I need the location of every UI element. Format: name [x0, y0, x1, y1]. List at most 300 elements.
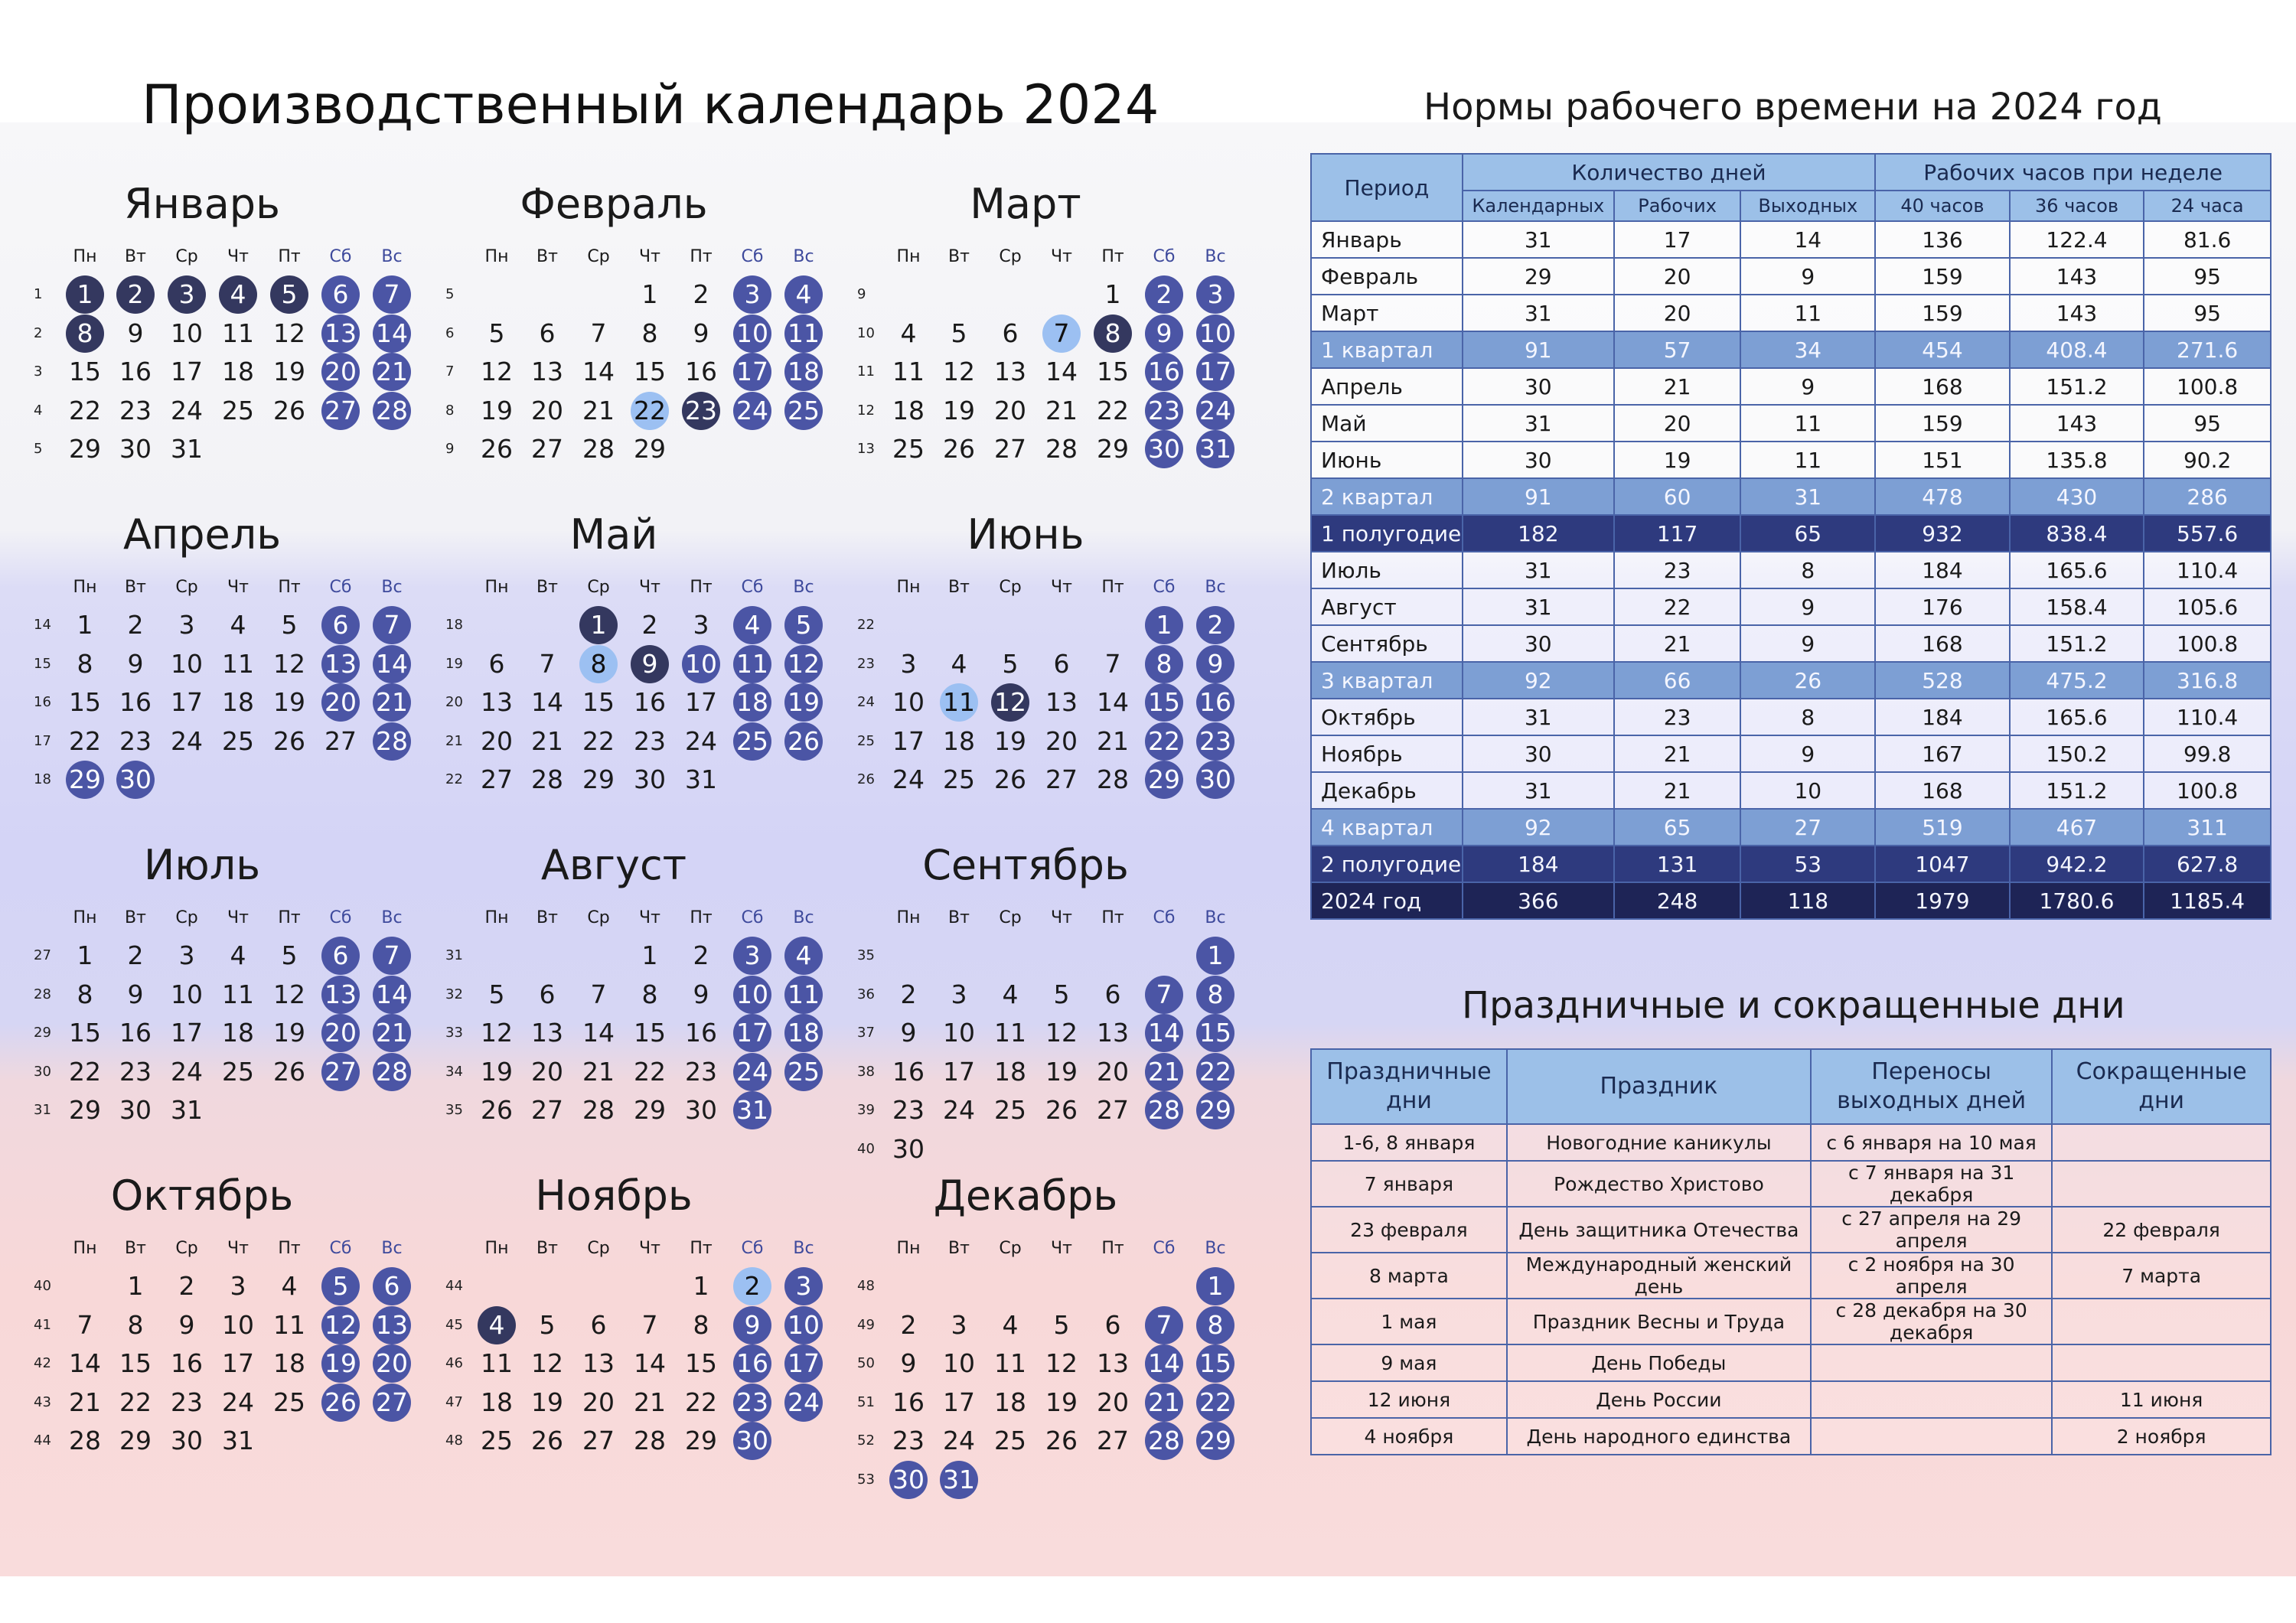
weekday-label: Вт: [125, 247, 146, 266]
calendar-day: 4: [1002, 1309, 1019, 1340]
weekend-day: 22: [1196, 1383, 1234, 1422]
weekend-day: 6: [321, 937, 360, 975]
shortened-day: 8: [579, 645, 618, 683]
weekday-label: Чт: [1051, 1239, 1072, 1258]
norms-row: [1311, 478, 2271, 515]
weekday-label: Чт: [639, 1239, 660, 1258]
calendar-day: 17: [222, 1348, 254, 1378]
value-cell: 29: [1463, 258, 1614, 295]
calendar-day: 6: [1104, 979, 1121, 1009]
shortened-cell: 11 июня: [2052, 1381, 2271, 1418]
calendar-day: 28: [531, 764, 563, 794]
calendar-day: 21: [582, 1056, 615, 1087]
value-cell: 17: [1614, 221, 1741, 258]
holiday-day: 1: [66, 275, 104, 314]
calendar-day: 16: [119, 357, 152, 386]
calendar-day: 17: [685, 687, 717, 717]
weekend-day: 15: [1145, 683, 1183, 722]
week-number: 46: [445, 1355, 463, 1371]
weekday-label: Сб: [329, 578, 352, 597]
value-cell: 286: [2144, 478, 2271, 515]
weekend-day: 20: [373, 1344, 411, 1383]
weekday-label: Сб: [1153, 578, 1176, 597]
value-cell: 23: [1614, 699, 1741, 735]
weekend-day: 27: [321, 392, 360, 430]
calendar-day: 6: [539, 318, 556, 348]
value-cell: 165.6: [2010, 552, 2144, 588]
weekend-day: 19: [321, 1344, 360, 1383]
shortened-cell: [2052, 1344, 2271, 1381]
value-cell: 11: [1740, 295, 1875, 331]
calendar-day: 18: [222, 357, 254, 386]
weekend-day: 16: [1196, 683, 1234, 722]
calendar-day: 20: [994, 395, 1026, 425]
calendar-day: 5: [281, 940, 298, 970]
calendar-day: 2: [693, 940, 709, 970]
value-cell: 105.6: [2144, 588, 2271, 625]
calendar-day: 3: [693, 610, 709, 640]
period-cell: 2024 год: [1311, 882, 1463, 919]
value-cell: 1780.6: [2010, 882, 2144, 919]
weekend-day: 23: [1196, 722, 1234, 761]
value-cell: 151: [1875, 442, 2009, 478]
transfer-cell: с 2 ноября на 30 апреля: [1811, 1253, 2052, 1299]
weekend-day: 10: [1196, 314, 1234, 353]
calendar-day: 30: [171, 1426, 203, 1455]
weekday-label: Вс: [381, 578, 403, 597]
weekday-label: Чт: [227, 908, 249, 927]
value-cell: 159: [1875, 405, 2009, 442]
weekday-label: Вт: [948, 908, 970, 927]
week-number: 19: [445, 655, 463, 672]
month-8: [445, 839, 820, 1160]
calendar-day: 22: [1097, 395, 1129, 425]
weekend-day: 21: [373, 683, 411, 722]
weekday-label: Пт: [1101, 908, 1124, 927]
calendar-day: 26: [273, 725, 305, 756]
weekend-day: 3: [784, 1267, 823, 1305]
calendar-day: 15: [1097, 357, 1129, 386]
weekday-label: Пт: [690, 1239, 713, 1258]
weekend-day: 23: [733, 1383, 771, 1422]
calendar-day: 27: [582, 1426, 615, 1455]
value-cell: 151.2: [2010, 368, 2144, 405]
weekend-day: 26: [321, 1383, 360, 1422]
calendar-day: 12: [273, 648, 305, 679]
value-cell: 627.8: [2144, 846, 2271, 882]
holiday-date-cell: 1-6, 8 января: [1311, 1124, 1507, 1161]
week-number: 30: [34, 1063, 51, 1080]
weekday-label: Вт: [536, 1239, 558, 1258]
weekend-day: 11: [733, 645, 771, 683]
calendar-day: 15: [582, 687, 615, 717]
value-cell: 30: [1463, 442, 1614, 478]
header-working-days: Рабочих: [1614, 191, 1741, 221]
week-number: 35: [857, 947, 875, 963]
calendar-day: 15: [634, 357, 666, 386]
calendar-day: 29: [634, 434, 666, 464]
calendar-day: 9: [693, 318, 709, 348]
calendar-day: 1: [641, 279, 658, 309]
calendar-day: 2: [693, 279, 709, 309]
weekend-day: 17: [733, 353, 771, 391]
weekend-day: 24: [784, 1383, 823, 1422]
calendar-day: 25: [943, 764, 975, 794]
calendar-day: 28: [582, 434, 615, 464]
value-cell: 475.2: [2010, 662, 2144, 699]
value-cell: 19: [1614, 442, 1741, 478]
calendar-day: 10: [171, 648, 203, 679]
holiday-name-cell: День Победы: [1507, 1344, 1811, 1381]
weekday-label: Пн: [896, 578, 921, 597]
calendar-day: 22: [69, 1056, 101, 1087]
calendar-day: 19: [1045, 1056, 1078, 1087]
weekday-label: Сб: [329, 1239, 352, 1258]
weekend-day: 14: [1145, 1344, 1183, 1383]
calendar-day: 11: [481, 1348, 513, 1378]
calendar-day: 25: [222, 725, 254, 756]
weekend-day: 30: [733, 1422, 771, 1460]
week-number: 25: [857, 732, 875, 749]
calendar-day: 20: [481, 725, 513, 756]
calendar-day: 7: [539, 648, 556, 679]
calendar-day: 26: [273, 1056, 305, 1087]
month-name: Февраль: [520, 180, 708, 228]
period-cell: 2 квартал: [1311, 478, 1463, 515]
calendar-day: 25: [892, 434, 925, 464]
norms-row: [1311, 699, 2271, 735]
holiday-day: 2: [116, 275, 155, 314]
calendar-day: 12: [531, 1348, 563, 1378]
weekend-day: 4: [733, 606, 771, 644]
calendar-day: 19: [273, 1018, 305, 1048]
value-cell: 21: [1614, 735, 1741, 772]
value-cell: 182: [1463, 515, 1614, 552]
holiday-day: 3: [168, 275, 206, 314]
calendar-day: 8: [77, 979, 93, 1009]
value-cell: 31: [1463, 405, 1614, 442]
calendar-day: 13: [1097, 1018, 1129, 1048]
month-name: Декабрь: [933, 1172, 1118, 1220]
header-days-off: Выходных: [1740, 191, 1875, 221]
weekday-label: Ср: [175, 908, 198, 927]
weekend-day: 31: [733, 1091, 771, 1129]
week-number: 48: [445, 1432, 463, 1449]
weekend-day: 20: [321, 353, 360, 391]
week-number: 41: [34, 1316, 51, 1333]
weekend-day: 28: [373, 1053, 411, 1091]
weekend-day: 1: [1145, 606, 1183, 644]
calendar-day: 6: [590, 1309, 607, 1340]
value-cell: 159: [1875, 295, 2009, 331]
holiday-name-cell: День народного единства: [1507, 1418, 1811, 1455]
holiday-row: [1311, 1207, 2271, 1253]
weekend-day: 6: [373, 1267, 411, 1305]
norms-row: [1311, 846, 2271, 882]
weekend-day: 16: [733, 1344, 771, 1383]
calendar-day: 30: [685, 1095, 717, 1125]
calendar-day: 31: [685, 764, 717, 794]
value-cell: 557.6: [2144, 515, 2271, 552]
calendar-day: 11: [994, 1348, 1026, 1378]
month-name: Июль: [143, 841, 261, 889]
calendar-day: 10: [943, 1018, 975, 1048]
calendar-day: 8: [641, 318, 658, 348]
calendar-day: 12: [1045, 1348, 1078, 1378]
holiday-name-cell: Рождество Христово: [1507, 1161, 1811, 1207]
calendar-day: 23: [685, 1056, 717, 1087]
calendar-day: 18: [222, 687, 254, 717]
calendar-day: 11: [273, 1309, 305, 1340]
weekday-label: Пн: [73, 578, 97, 597]
week-number: 9: [445, 441, 455, 457]
calendar-day: 19: [481, 395, 513, 425]
value-cell: 150.2: [2010, 735, 2144, 772]
norms-row: [1311, 552, 2271, 588]
weekend-day: 28: [373, 722, 411, 761]
calendar-day: 12: [273, 318, 305, 348]
calendar-day: 27: [325, 725, 357, 756]
weekend-day: 18: [784, 1014, 823, 1052]
value-cell: 248: [1614, 882, 1741, 919]
weekend-day: 10: [784, 1306, 823, 1344]
weekend-day: 17: [733, 1014, 771, 1052]
month-2: [445, 178, 820, 499]
calendar-day: 18: [994, 1387, 1026, 1417]
calendar-day: 10: [943, 1348, 975, 1378]
norms-title: Нормы рабочего времени на 2024 год: [1424, 86, 2162, 129]
calendar-day: 23: [634, 725, 666, 756]
value-cell: 8: [1740, 699, 1875, 735]
shortened-day: 22: [631, 392, 669, 430]
value-cell: 65: [1740, 515, 1875, 552]
weekday-label: Чт: [639, 908, 660, 927]
holiday-name-cell: День России: [1507, 1381, 1811, 1418]
calendar-day: 7: [641, 1309, 658, 1340]
week-number: 6: [445, 324, 455, 341]
calendar-day: 6: [539, 979, 556, 1009]
weekday-label: Вс: [381, 1239, 403, 1258]
week-number: 4: [34, 402, 43, 419]
weekend-day: 21: [373, 1014, 411, 1052]
weekday-label: Вт: [536, 247, 558, 266]
week-number: 1: [34, 286, 43, 302]
calendar-day: 9: [900, 1348, 917, 1378]
calendar-day: 12: [1045, 1018, 1078, 1048]
calendar-day: 2: [127, 610, 144, 640]
calendar-day: 10: [892, 687, 925, 717]
period-cell: 1 квартал: [1311, 331, 1463, 368]
weekend-day: 19: [784, 683, 823, 722]
calendar-day: 5: [951, 318, 967, 348]
week-number: 11: [857, 363, 875, 380]
norms-row: [1311, 368, 2271, 405]
weekend-day: 1: [1196, 937, 1234, 975]
weekday-label: Вт: [948, 578, 970, 597]
weekend-day: 31: [940, 1461, 978, 1499]
weekday-label: Вс: [381, 908, 403, 927]
weekday-label: Пн: [73, 908, 97, 927]
value-cell: 135.8: [2010, 442, 2144, 478]
weekend-day: 26: [784, 722, 823, 761]
value-cell: 11: [1740, 442, 1875, 478]
value-cell: 528: [1875, 662, 2009, 699]
calendar-day: 3: [951, 979, 967, 1009]
calendar-day: 5: [1053, 1309, 1070, 1340]
calendar-day: 16: [892, 1387, 925, 1417]
value-cell: 168: [1875, 368, 2009, 405]
calendar-day: 31: [171, 1095, 203, 1125]
calendar-day: 16: [634, 687, 666, 717]
value-cell: 30: [1463, 625, 1614, 662]
calendar-day: 24: [892, 764, 925, 794]
weekend-day: 7: [1145, 1306, 1183, 1344]
weekday-label: Чт: [1051, 908, 1072, 927]
weekday-label: Ср: [587, 908, 610, 927]
week-number: 9: [857, 286, 866, 302]
weekday-label: Вт: [125, 1239, 146, 1258]
shortened-day: 7: [1042, 314, 1081, 353]
calendar-day: 18: [222, 1018, 254, 1048]
weekday-label: Вс: [793, 578, 814, 597]
calendar-day: 17: [171, 357, 203, 386]
calendar-day: 31: [222, 1426, 254, 1455]
weekend-day: 4: [784, 937, 823, 975]
calendar-day: 27: [531, 434, 563, 464]
holiday-row: [1311, 1418, 2271, 1455]
weekday-label: Пн: [73, 1239, 97, 1258]
value-cell: 136: [1875, 221, 2009, 258]
calendar-day: 1: [1104, 279, 1121, 309]
calendar-day: 29: [69, 1095, 101, 1125]
holidays-title: Праздничные и сокращенные дни: [1462, 984, 2125, 1027]
weekend-day: 22: [1145, 722, 1183, 761]
value-cell: 10: [1740, 772, 1875, 809]
calendar-day: 5: [488, 318, 505, 348]
value-cell: 110.4: [2144, 699, 2271, 735]
weekend-day: 29: [1196, 1422, 1234, 1460]
weekday-label: Сб: [741, 578, 764, 597]
holiday-date-cell: 9 мая: [1311, 1344, 1507, 1381]
calendar-day: 14: [1045, 357, 1078, 386]
holidays-table: [1310, 1048, 2272, 1455]
month-name: Январь: [124, 180, 280, 228]
calendar-day: 5: [1053, 979, 1070, 1009]
weekday-label: Чт: [227, 1239, 249, 1258]
weekday-label: Ср: [999, 908, 1022, 927]
value-cell: 159: [1875, 258, 2009, 295]
weekend-day: 24: [733, 392, 771, 430]
week-number: 45: [445, 1316, 463, 1333]
value-cell: 100.8: [2144, 625, 2271, 662]
week-number: 34: [445, 1063, 463, 1080]
calendar-day: 26: [943, 434, 975, 464]
calendar-day: 18: [994, 1056, 1026, 1087]
shortened-cell: [2052, 1161, 2271, 1207]
value-cell: 168: [1875, 625, 2009, 662]
weekday-label: Ср: [175, 247, 198, 266]
weekend-day: 13: [321, 976, 360, 1014]
weekend-day: 7: [1145, 976, 1183, 1014]
value-cell: 131: [1614, 846, 1741, 882]
calendar-day: 4: [230, 610, 246, 640]
week-number: 3: [34, 363, 43, 380]
value-cell: 311: [2144, 809, 2271, 846]
holiday-day: 4: [219, 275, 257, 314]
weekend-day: 21: [1145, 1383, 1183, 1422]
calendar-day: 10: [171, 979, 203, 1009]
week-number: 44: [34, 1432, 51, 1449]
calendar-day: 3: [230, 1271, 246, 1301]
calendar-day: 27: [481, 764, 513, 794]
transfer-cell: с 28 декабря на 30 декабря: [1811, 1299, 2052, 1344]
calendar-day: 22: [69, 395, 101, 425]
month-name: Август: [540, 841, 687, 889]
calendar-day: 17: [943, 1056, 975, 1087]
weekday-label: Ср: [175, 1239, 198, 1258]
calendar-day: 29: [69, 434, 101, 464]
calendar-day: 26: [273, 395, 305, 425]
period-cell: Июнь: [1311, 442, 1463, 478]
value-cell: 53: [1740, 846, 1875, 882]
calendar-day: 27: [1097, 1426, 1129, 1455]
calendar-day: 16: [119, 1018, 152, 1048]
weekend-day: 29: [1145, 761, 1183, 799]
calendar-day: 28: [634, 1426, 666, 1455]
weekday-label: Ср: [999, 1239, 1022, 1258]
period-cell: Апрель: [1311, 368, 1463, 405]
calendar-day: 9: [127, 648, 144, 679]
value-cell: 60: [1614, 478, 1741, 515]
holiday-name-cell: Праздник Весны и Труда: [1507, 1299, 1811, 1344]
holiday-row: [1311, 1344, 2271, 1381]
header-40-hours: 40 часов: [1875, 191, 2009, 221]
calendar-day: 26: [1045, 1426, 1078, 1455]
weekday-label: Пт: [278, 578, 301, 597]
weekend-day: 29: [66, 761, 104, 799]
weekend-day: 9: [1196, 645, 1234, 683]
weekday-label: Вс: [1205, 908, 1226, 927]
calendar-day: 11: [994, 1018, 1026, 1048]
transfer-cell: [1811, 1418, 2052, 1455]
calendar-day: 2: [178, 1271, 195, 1301]
value-cell: 21: [1614, 772, 1741, 809]
calendar-day: 29: [1097, 434, 1129, 464]
calendar-day: 8: [77, 648, 93, 679]
transfer-cell: [1811, 1381, 2052, 1418]
value-cell: 31: [1463, 588, 1614, 625]
weekend-day: 14: [373, 976, 411, 1014]
weekend-day: 20: [321, 1014, 360, 1052]
value-cell: 90.2: [2144, 442, 2271, 478]
weekend-day: 24: [1196, 392, 1234, 430]
value-cell: 117: [1614, 515, 1741, 552]
week-number: 31: [445, 947, 463, 963]
value-cell: 167: [1875, 735, 2009, 772]
weekend-day: 29: [1196, 1091, 1234, 1129]
calendar-day: 21: [634, 1387, 666, 1417]
calendar-day: 23: [171, 1387, 203, 1417]
calendar-day: 19: [531, 1387, 563, 1417]
calendar-day: 20: [1097, 1387, 1129, 1417]
month-3: [857, 178, 1231, 499]
week-number: 31: [34, 1102, 51, 1118]
value-cell: 430: [2010, 478, 2144, 515]
weekday-label: Пн: [484, 578, 509, 597]
value-cell: 158.4: [2010, 588, 2144, 625]
weekend-day: 24: [733, 1053, 771, 1091]
week-number: 28: [34, 986, 51, 1002]
